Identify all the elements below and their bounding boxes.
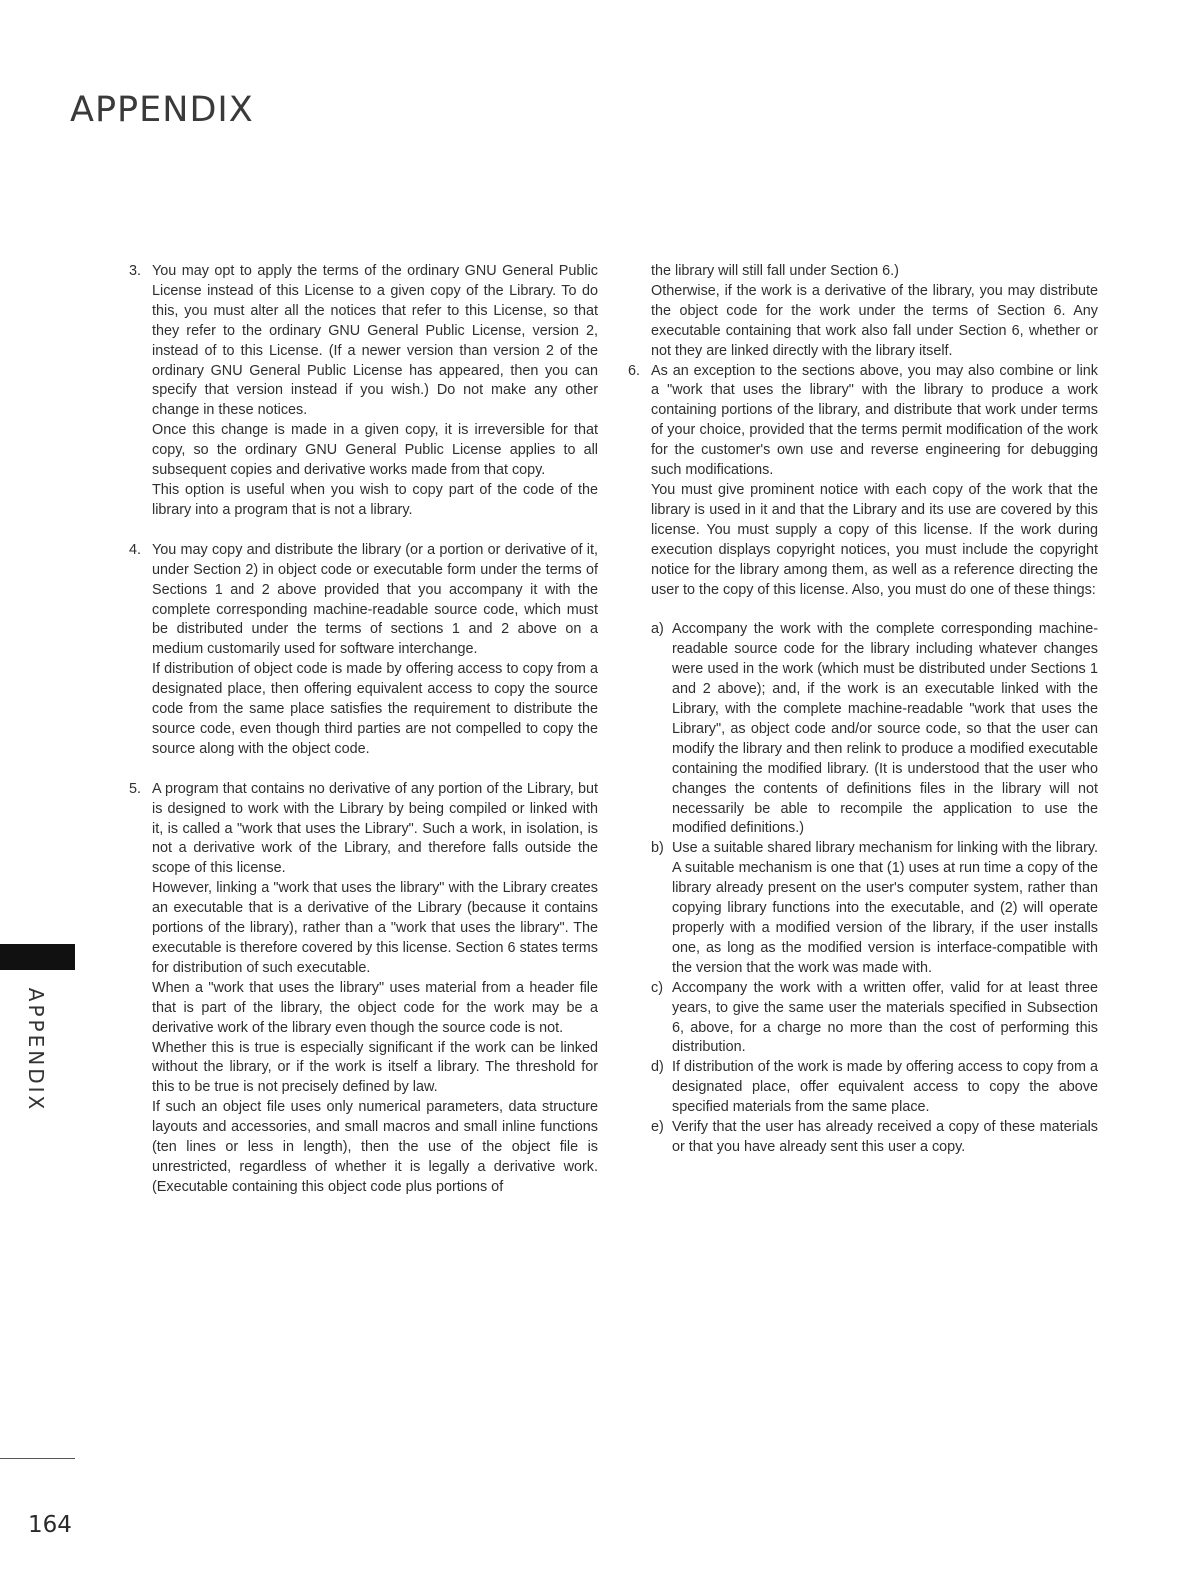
- left-column: [129, 262, 598, 1218]
- right-column: [628, 262, 1098, 1178]
- sub-item-text: Use a suitable shared library mechanism for linking with the library. A suitable mechanism is one that (1) uses at run time a copy of the library already present on the user's computer system, rather than copying library functions into the executable, and (2) will operate properly with a modified version of the library, if the user installs one, as long as the modified version is interface-compatible with the version that the work was made with.: [672, 840, 1098, 976]
- sub-item-label: d): [651, 1059, 664, 1076]
- sub-item-b: [651, 839, 1098, 978]
- sub-item-label: b): [651, 840, 664, 857]
- paragraph: When a "work that uses the library" uses material from a header file that is part of the library, the object code for the work may be a derivative work of the library even though the source code is not.: [152, 979, 598, 1036]
- item-number: 5.: [129, 780, 142, 797]
- sub-item-text: Accompany the work with a written offer, valid for at least three years, to give the same user the materials specified in Subsection 6, above, for a charge no more than the cost of performing this distribution.: [672, 979, 1098, 1056]
- sub-item-label: a): [651, 621, 664, 638]
- sub-item-text: Accompany the work with the complete corresponding machine-readable source code for the library including whatever changes were used in the work (which must be distributed under Sections 1 and 2 above); and, if the work is an executable linked with the Library, with the complete machine-readable "work that uses the Library", as object code and/or source code, so that the user can modify the library and then relink to produce a modified executable containing the modified library. (It is understood that the user who changes the contents of definitions files in the library will not necessarily be able to recompile the application to use the modified definitions.): [672, 621, 1098, 837]
- paragraph: If distribution of object code is made by offering access to copy from a designated place, then offering equivalent access to copy the source code from the same place satisfies the requirement to distribute the source code, even though third parties are not compelled to copy the source along with the object code.: [152, 661, 598, 757]
- sub-item-text: If distribution of the work is made by offering access to copy from a designated place, offer equivalent access to copy the above specified materials from the same place.: [672, 1059, 1098, 1116]
- sub-list: [651, 620, 1098, 1157]
- item-number: 4.: [129, 541, 142, 558]
- sub-item-c: [651, 979, 1098, 1059]
- sub-item-text: Verify that the user has already received a copy of these materials or that you have already sent this user a copy.: [672, 1119, 1098, 1155]
- paragraph: You must give prominent notice with each copy of the work that the library is used in it and that the Library and its use are covered by this license. You must supply a copy of this license. If the work during execution displays copyright notices, you must include the copyright notice for the library among them, as well as a reference directing the user to the copy of this license. Also, you must do one of these things:: [651, 481, 1098, 598]
- list-item-4: [129, 541, 598, 760]
- paragraph: Whether this is true is especially significant if the work can be linked without the library, or if the work is itself a library. The threshold for this to be true is not precisely defined by law.: [152, 1039, 598, 1096]
- sub-item-label: e): [651, 1119, 664, 1136]
- item-number: 6.: [628, 362, 641, 379]
- footer-rule: [0, 1458, 75, 1459]
- sub-item-label: c): [651, 979, 663, 996]
- paragraph: However, linking a "work that uses the library" with the Library creates an executable that is a derivative of the Library (because it contains portions of the library), rather than a "work that uses the library". The executable is therefore covered by this license. Section 6 states terms for distribution of such executable.: [152, 880, 598, 976]
- paragraph: If such an object file uses only numerical parameters, data structure layouts and accessories, and small macros and small inline functions (ten lines or less in length), then the use of the object file is unrestricted, regardless of whether it is legally a derivative work. (Executable containing this object code plus portions of: [152, 1099, 598, 1195]
- section-tab-marker: [0, 944, 75, 970]
- sub-item-a: [651, 620, 1098, 839]
- list-item-6: [628, 362, 1098, 1158]
- paragraph: You may copy and distribute the library (or a portion or derivative of it, under Section 2) in object code or executable form under the terms of Sections 1 and 2 above provided that you accompany it with the complete corresponding machine-readable source code, which must be distributed under the terms of sections 1 and 2 above on a medium customarily used for software interchange.: [152, 541, 598, 658]
- side-section-label: APPENDIX: [24, 987, 48, 1113]
- paragraph: Otherwise, if the work is a derivative of the library, you may distribute the object code for the work under the terms of Section 6. Any executable containing that work also fall under Section 6, whether or not they are linked directly with the library itself.: [651, 282, 1098, 359]
- paragraph: Once this change is made in a given copy, it is irreversible for that copy, so the ordinary GNU General Public License applies to all subsequent copies and derivative works made from that copy.: [152, 422, 598, 479]
- item-number: 3.: [129, 263, 142, 279]
- paragraph: the library will still fall under Section 6.): [651, 263, 899, 279]
- page-title: APPENDIX: [70, 90, 254, 130]
- sub-item-e: [651, 1118, 1098, 1158]
- page-number: 164: [28, 1512, 72, 1538]
- paragraph: As an exception to the sections above, you may also combine or link a "work that uses the library" with the library to produce a work containing portions of the library, and distribute that work under terms of your choice, provided that the terms permit modification of the work for the customer's own use and reverse engineering for debugging such modifications.: [651, 362, 1098, 479]
- list-item-5: [129, 780, 598, 1198]
- list-item-3: [129, 262, 598, 521]
- paragraph: You may opt to apply the terms of the ordinary GNU General Public License instead of this License to a given copy of the Library. To do this, you must alter all the notices that refer to this License, so that they refer to the ordinary GNU General Public License, version 2, instead of to this License. (If a newer version than version 2 of the ordinary GNU General Public License has appeared, then you can specify that version instead if you wish.) Do not make any other change in these notices.: [152, 263, 598, 419]
- paragraph: This option is useful when you wish to copy part of the code of the library into a program that is not a library.: [152, 481, 598, 518]
- paragraph: A program that contains no derivative of any portion of the Library, but is designed to work with the Library by being compiled or linked with it, is called a "work that uses the Library". Such a work, in isolation, is not a derivative work of the Library, and therefore falls outside the scope of this license.: [152, 780, 598, 877]
- sub-item-d: [651, 1058, 1098, 1118]
